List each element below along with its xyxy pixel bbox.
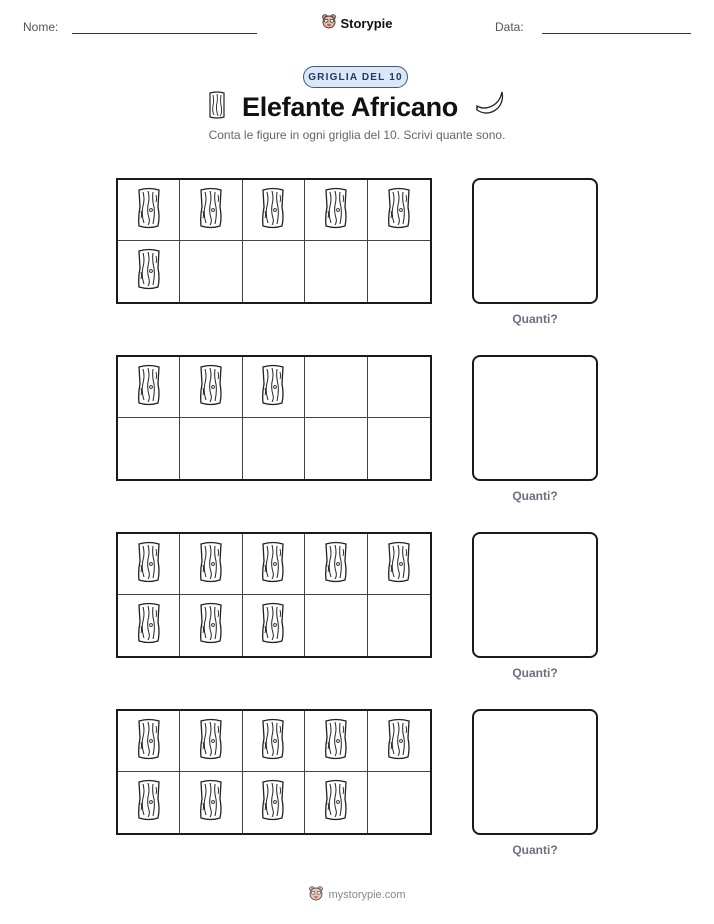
ten-frame-cell bbox=[180, 595, 242, 656]
tree-bark-icon bbox=[198, 187, 224, 234]
ten-frame-cell bbox=[118, 180, 180, 241]
tree-bark-icon bbox=[198, 602, 224, 649]
tree-bark-icon bbox=[260, 718, 286, 765]
ten-frame-cell bbox=[180, 357, 242, 418]
worksheet-type-badge: GRIGLIA DEL 10 bbox=[303, 66, 408, 88]
storypie-mascot-icon bbox=[308, 885, 324, 904]
ten-frame-cell bbox=[305, 595, 367, 656]
tree-bark-icon bbox=[386, 187, 412, 234]
ten-frame-cell bbox=[180, 711, 242, 772]
ten-frame-cell bbox=[368, 772, 430, 833]
ten-frame-cell bbox=[368, 357, 430, 418]
ten-frame-cell bbox=[180, 180, 242, 241]
tree-bark-icon bbox=[136, 364, 162, 411]
ten-frame-cell bbox=[180, 772, 242, 833]
ten-frame-cell bbox=[118, 595, 180, 656]
ten-frame-cell bbox=[305, 534, 367, 595]
ten-frame-cell bbox=[118, 772, 180, 833]
ten-frame-cell bbox=[243, 241, 305, 302]
answer-box[interactable] bbox=[472, 709, 598, 835]
ten-frame-cell bbox=[305, 241, 367, 302]
ten-frame-cell bbox=[305, 357, 367, 418]
tree-bark-icon bbox=[198, 364, 224, 411]
ten-frame-cell bbox=[305, 772, 367, 833]
ten-frame-cell bbox=[368, 418, 430, 479]
ten-frame-cell bbox=[243, 711, 305, 772]
ten-frame-cell bbox=[243, 534, 305, 595]
date-field-line[interactable] bbox=[542, 33, 691, 34]
ten-frame bbox=[116, 355, 432, 481]
tree-bark-icon bbox=[136, 541, 162, 588]
ten-frame-cell bbox=[243, 180, 305, 241]
tree-bark-icon bbox=[323, 187, 349, 234]
ten-frame-cell bbox=[368, 534, 430, 595]
tree-bark-icon bbox=[136, 718, 162, 765]
title-row bbox=[0, 90, 714, 124]
tree-bark-icon bbox=[386, 541, 412, 588]
storypie-mascot-icon bbox=[321, 13, 337, 34]
ten-frame-cell bbox=[243, 357, 305, 418]
ten-frame bbox=[116, 178, 432, 304]
ten-frame-cell bbox=[118, 241, 180, 302]
answer-label: Quanti? bbox=[512, 312, 558, 326]
ten-frame bbox=[116, 709, 432, 835]
ten-frame-cell bbox=[118, 357, 180, 418]
tree-bark-icon bbox=[260, 364, 286, 411]
tree-bark-icon bbox=[136, 248, 162, 295]
tree-bark-icon bbox=[260, 541, 286, 588]
ten-frame-cell bbox=[368, 180, 430, 241]
footer-url[interactable]: mystorypie.com bbox=[328, 888, 406, 901]
ten-frame-cell bbox=[368, 595, 430, 656]
answer-label: Quanti? bbox=[512, 843, 558, 857]
tree-bark-icon bbox=[260, 187, 286, 234]
answer-label: Quanti? bbox=[512, 489, 558, 503]
page-title: Elefante Africano bbox=[242, 91, 458, 122]
ten-frame-cell bbox=[243, 595, 305, 656]
brand-logo bbox=[0, 13, 714, 34]
tree-bark-icon bbox=[136, 602, 162, 649]
name-label: Nome: bbox=[23, 20, 59, 34]
tree-bark-icon bbox=[208, 91, 226, 124]
date-label: Data: bbox=[495, 20, 524, 34]
footer bbox=[0, 885, 714, 904]
tree-bark-icon bbox=[136, 187, 162, 234]
tree-bark-icon bbox=[198, 718, 224, 765]
ten-frame-cell bbox=[118, 711, 180, 772]
tree-bark-icon bbox=[323, 541, 349, 588]
ten-frame bbox=[116, 532, 432, 658]
ten-frame-cell bbox=[180, 241, 242, 302]
tree-bark-icon bbox=[323, 718, 349, 765]
ten-frame-cell bbox=[305, 180, 367, 241]
ten-frame-cell bbox=[118, 534, 180, 595]
tree-bark-icon bbox=[323, 779, 349, 826]
tree-bark-icon bbox=[386, 718, 412, 765]
ten-frame-cell bbox=[243, 418, 305, 479]
ten-frame-cell bbox=[118, 418, 180, 479]
answer-box[interactable] bbox=[472, 532, 598, 658]
ten-frame-cell bbox=[368, 241, 430, 302]
answer-box[interactable] bbox=[472, 178, 598, 304]
ten-frame-cell bbox=[243, 772, 305, 833]
ten-frame-cell bbox=[305, 711, 367, 772]
ten-frame-cell bbox=[368, 711, 430, 772]
answer-box[interactable] bbox=[472, 355, 598, 481]
instructions: Conta le figure in ogni griglia del 10. Scrivi quante sono. bbox=[208, 128, 506, 142]
tree-bark-icon bbox=[260, 779, 286, 826]
brand-name: Storypie bbox=[340, 16, 393, 31]
answer-label: Quanti? bbox=[512, 666, 558, 680]
tree-bark-icon bbox=[136, 779, 162, 826]
tree-bark-icon bbox=[260, 602, 286, 649]
tusk-icon bbox=[474, 90, 506, 125]
ten-frame-cell bbox=[180, 534, 242, 595]
tree-bark-icon bbox=[198, 779, 224, 826]
ten-frame-cell bbox=[180, 418, 242, 479]
tree-bark-icon bbox=[198, 541, 224, 588]
ten-frame-cell bbox=[305, 418, 367, 479]
